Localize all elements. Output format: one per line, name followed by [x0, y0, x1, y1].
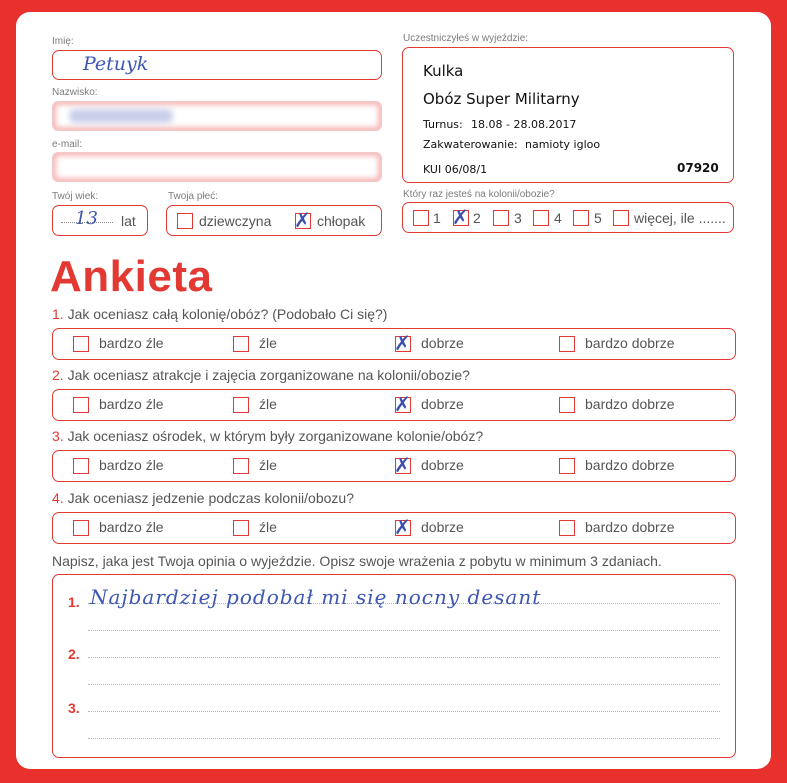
survey-sheet: [16, 12, 771, 769]
opinion-line-number: 2.: [68, 646, 80, 662]
check-mark-icon: ✗: [452, 205, 469, 229]
check-mark-icon: ✗: [394, 331, 411, 355]
survey-title: Ankieta: [50, 252, 213, 301]
lodging-value: namioty igloo: [525, 138, 601, 151]
answer-bardzo-dobrze-checkbox[interactable]: [559, 520, 575, 536]
question-label: Jak oceniasz całą kolonię/obóz? (Podobało Ci się?): [67, 306, 388, 322]
times-3-label: 3: [514, 210, 522, 226]
answer-bardzo-dobrze-label: bardzo dobrze: [585, 457, 675, 473]
times-5-label: 5: [594, 210, 602, 226]
turnus-value: 18.08 - 28.08.2017: [471, 118, 577, 131]
question-number: 3.: [52, 428, 64, 444]
check-mark-icon: ✗: [394, 392, 411, 416]
answer-bardzo-zle-checkbox[interactable]: [73, 520, 89, 536]
answer-dobrze-label: dobrze: [421, 335, 464, 351]
times-more-label: więcej, ile .......: [634, 210, 726, 226]
answer-row: [52, 450, 736, 482]
gender-label: Twoja płeć:: [168, 191, 219, 202]
email-field[interactable]: [52, 152, 382, 182]
opinion-line-number: 3.: [68, 700, 80, 716]
times-1-checkbox[interactable]: [413, 210, 429, 226]
question-number: 2.: [52, 367, 64, 383]
name-label: Imię:: [52, 36, 74, 47]
check-mark-icon: ✗: [294, 208, 311, 232]
answer-dobrze-label: dobrze: [421, 457, 464, 473]
answer-row: [52, 512, 736, 544]
lodging-label: Zakwaterowanie:: [423, 138, 518, 151]
answer-row: [52, 389, 736, 421]
name-field[interactable]: [52, 50, 382, 80]
surname-field[interactable]: [52, 101, 382, 131]
gender-field: [166, 205, 382, 236]
surname-redacted: [69, 109, 173, 123]
age-unit: lat: [121, 213, 136, 229]
answer-zle-label: źle: [259, 519, 277, 535]
answer-dobrze-label: dobrze: [421, 519, 464, 535]
answer-bardzo-zle-checkbox[interactable]: [73, 336, 89, 352]
question-number: 1.: [52, 306, 64, 322]
answer-bardzo-zle-label: bardzo źle: [99, 335, 164, 351]
answer-bardzo-zle-label: bardzo źle: [99, 396, 164, 412]
times-3-checkbox[interactable]: [493, 210, 509, 226]
answer-zle-label: źle: [259, 335, 277, 351]
answer-row: [52, 328, 736, 360]
answer-dobrze-checkbox[interactable]: [394, 515, 411, 539]
answer-bardzo-dobrze-checkbox[interactable]: [559, 397, 575, 413]
check-mark-icon: ✗: [394, 453, 411, 477]
turnus-label: Turnus:: [423, 118, 463, 131]
question-text: [52, 367, 470, 383]
question-text: [52, 490, 354, 506]
answer-bardzo-dobrze-label: bardzo dobrze: [585, 335, 675, 351]
times-field: [402, 202, 734, 233]
answer-dobrze-checkbox[interactable]: [394, 331, 411, 355]
trip-camp: Obóz Super Militarny: [423, 90, 580, 108]
opinion-prompt: Napisz, jaka jest Twoja opinia o wyjeździe. Opisz swoje wrażenia z pobytu w minimum 3 zdaniach.: [52, 553, 662, 569]
trip-label: Uczestniczyłeś w wyjeździe:: [403, 33, 529, 44]
gender-girl-label: dziewczyna: [199, 213, 272, 229]
age-field[interactable]: [52, 205, 148, 236]
opinion-line: [88, 711, 720, 712]
answer-zle-checkbox[interactable]: [233, 458, 249, 474]
opinion-line: [88, 738, 720, 739]
answer-bardzo-dobrze-checkbox[interactable]: [559, 458, 575, 474]
times-4-checkbox[interactable]: [533, 210, 549, 226]
times-label: Który raz jesteś na kolonii/obozie?: [403, 189, 555, 200]
answer-bardzo-zle-checkbox[interactable]: [73, 458, 89, 474]
answer-dobrze-checkbox[interactable]: [394, 453, 411, 477]
question-label: Jak oceniasz ośrodek, w którym były zorganizowane kolonie/obóz?: [67, 428, 484, 444]
times-more-checkbox[interactable]: [613, 210, 629, 226]
question-number: 4.: [52, 490, 64, 506]
answer-zle-label: źle: [259, 396, 277, 412]
opinion-line: [88, 657, 720, 658]
answer-bardzo-zle-label: bardzo źle: [99, 519, 164, 535]
trip-code: KUI 06/08/1: [423, 163, 488, 176]
question-label: Jak oceniasz atrakcje i zajęcia zorganizowane na kolonii/obozie?: [67, 367, 470, 383]
times-5-checkbox[interactable]: [573, 210, 589, 226]
opinion-line-1-text: Najbardziej podobał mi się nocny desant: [90, 585, 542, 609]
email-label: e-mail:: [52, 139, 83, 150]
answer-zle-checkbox[interactable]: [233, 336, 249, 352]
answer-bardzo-dobrze-checkbox[interactable]: [559, 336, 575, 352]
times-2-checkbox[interactable]: [452, 205, 469, 229]
age-label: Twój wiek:: [52, 191, 99, 202]
surname-label: Nazwisko:: [52, 87, 98, 98]
times-2-label: 2: [473, 210, 481, 226]
check-mark-icon: ✗: [394, 515, 411, 539]
answer-bardzo-dobrze-label: bardzo dobrze: [585, 396, 675, 412]
answer-dobrze-checkbox[interactable]: [394, 392, 411, 416]
answer-bardzo-zle-checkbox[interactable]: [73, 397, 89, 413]
question-text: [52, 306, 387, 322]
question-label: Jak oceniasz jedzenie podczas kolonii/obozu?: [67, 490, 354, 506]
answer-dobrze-label: dobrze: [421, 396, 464, 412]
answer-zle-label: źle: [259, 457, 277, 473]
trip-card: [402, 47, 734, 183]
answer-zle-checkbox[interactable]: [233, 520, 249, 536]
opinion-line: [88, 684, 720, 685]
age-value: 13: [75, 208, 98, 229]
name-value: Petuyk: [83, 53, 149, 75]
answer-bardzo-zle-label: bardzo źle: [99, 457, 164, 473]
times-1-label: 1: [433, 210, 441, 226]
trip-company: Kulka: [423, 62, 464, 80]
answer-bardzo-dobrze-label: bardzo dobrze: [585, 519, 675, 535]
times-4-label: 4: [554, 210, 562, 226]
gender-boy-label: chłopak: [317, 213, 366, 229]
question-text: [52, 428, 483, 444]
trip-number: 07920: [677, 161, 719, 175]
opinion-line-number: 1.: [68, 594, 80, 610]
gender-boy-checkbox[interactable]: [294, 208, 311, 232]
opinion-line: [88, 630, 720, 631]
answer-zle-checkbox[interactable]: [233, 397, 249, 413]
gender-girl-checkbox[interactable]: [177, 213, 193, 229]
